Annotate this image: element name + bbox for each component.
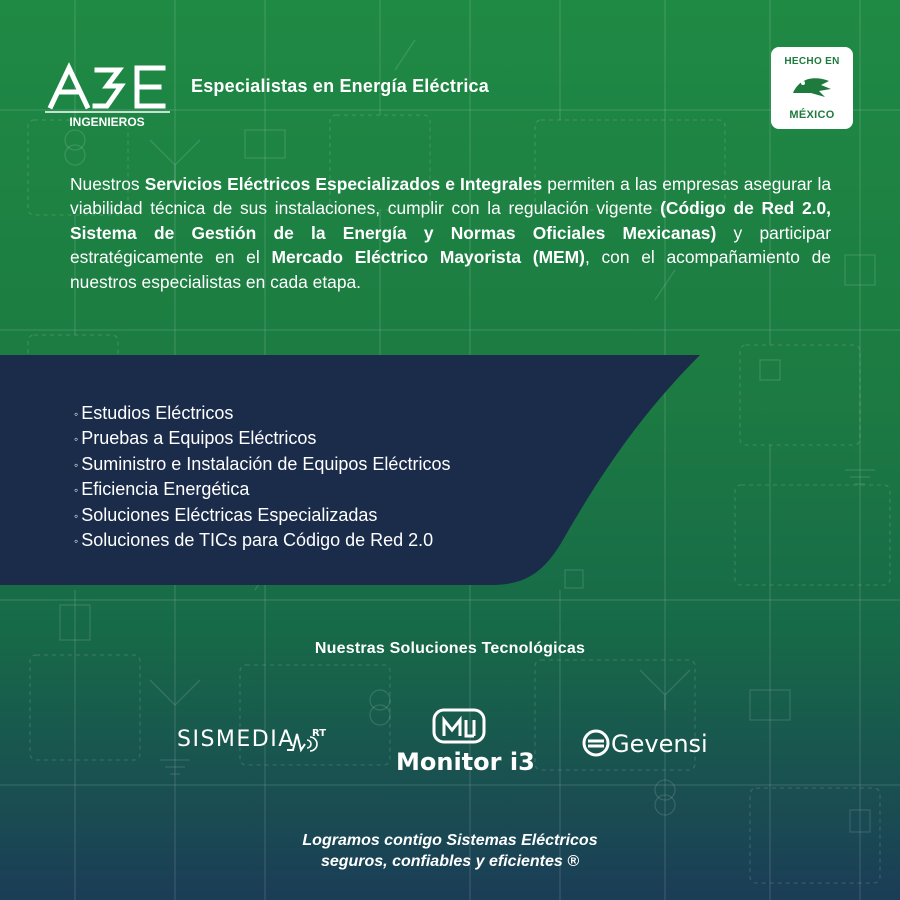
service-label: Soluciones de TICs para Código de Red 2.0 bbox=[81, 530, 434, 551]
list-item bbox=[74, 477, 450, 502]
sismedia-logo bbox=[177, 722, 332, 758]
list-item bbox=[74, 426, 450, 451]
list-item bbox=[74, 503, 450, 528]
abe-ingenieros-logo bbox=[45, 60, 170, 130]
eagle-icon bbox=[791, 73, 833, 101]
tech-heading: Nuestras Soluciones Tecnológicas bbox=[314, 640, 586, 657]
hecho-en-mexico-badge bbox=[771, 47, 853, 129]
signal-icon bbox=[287, 726, 332, 754]
bullet-icon: ◦ bbox=[74, 432, 79, 447]
service-label: Soluciones Eléctricas Especializadas bbox=[81, 504, 378, 525]
service-label: Suministro e Instalación de Equipos Eléctricos bbox=[81, 453, 451, 474]
intro-bold-services: Servicios Eléctricos Especializados e Integrales bbox=[144, 174, 543, 194]
bullet-icon: ◦ bbox=[74, 407, 79, 421]
intro-bold-regulation: (Código de Red 2.0, Sistema de Gestión de la Energía y Normas Oficiales Mexicanas) bbox=[70, 198, 831, 243]
list-item bbox=[74, 452, 450, 477]
bullet-icon: ◦ bbox=[74, 457, 79, 472]
service-label: Estudios Eléctricos bbox=[81, 403, 234, 423]
sismedia-suffix: RT bbox=[312, 728, 327, 739]
logo-subtext: INGENIEROS bbox=[69, 115, 145, 129]
tagline: Especialistas en Energía Eléctrica bbox=[191, 76, 489, 96]
gevensi-wordmark: Gevensi bbox=[611, 730, 708, 758]
intro-bold-mem: Mercado Eléctrico Mayorista (MEM) bbox=[271, 247, 585, 268]
monitor-emblem-icon bbox=[432, 708, 486, 746]
service-label: Eficiencia Energética bbox=[81, 479, 250, 500]
slogan-line-2: seguros, confiables y eficientes ® bbox=[320, 853, 580, 870]
badge-bottom-text: MÉXICO bbox=[789, 109, 835, 121]
bullet-icon: ◦ bbox=[74, 508, 79, 523]
bullet-icon: ◦ bbox=[74, 534, 79, 549]
list-item bbox=[74, 401, 450, 426]
intro-text-3: y participar estratégicamente en el bbox=[70, 222, 832, 268]
slogan-line-1: Logramos contigo Sistemas Eléctricos bbox=[302, 832, 598, 849]
badge-top-text: HECHO EN bbox=[784, 56, 840, 67]
sismedia-wordmark: SISMEDIA bbox=[177, 727, 295, 752]
services-list bbox=[74, 401, 450, 553]
list-item bbox=[74, 528, 450, 553]
monitor-i3-logo bbox=[394, 708, 535, 780]
slogan bbox=[0, 830, 900, 872]
intro-paragraph bbox=[70, 172, 831, 294]
monitor-wordmark: Monitor i3 bbox=[396, 748, 535, 776]
intro-text-4: , con el acompañamiento de nuestros especialistas en cada etapa. bbox=[70, 247, 831, 292]
gevensi-emblem-icon bbox=[582, 728, 610, 758]
intro-text-2: permiten a las empresas asegurar la viabilidad técnica de sus instalaciones, cumplir con la regulación vigente bbox=[70, 174, 831, 219]
intro-text-1: Nuestros bbox=[70, 174, 145, 194]
bullet-icon: ◦ bbox=[74, 483, 79, 498]
service-label: Pruebas a Equipos Eléctricos bbox=[81, 428, 317, 449]
gevensi-logo bbox=[582, 726, 727, 762]
